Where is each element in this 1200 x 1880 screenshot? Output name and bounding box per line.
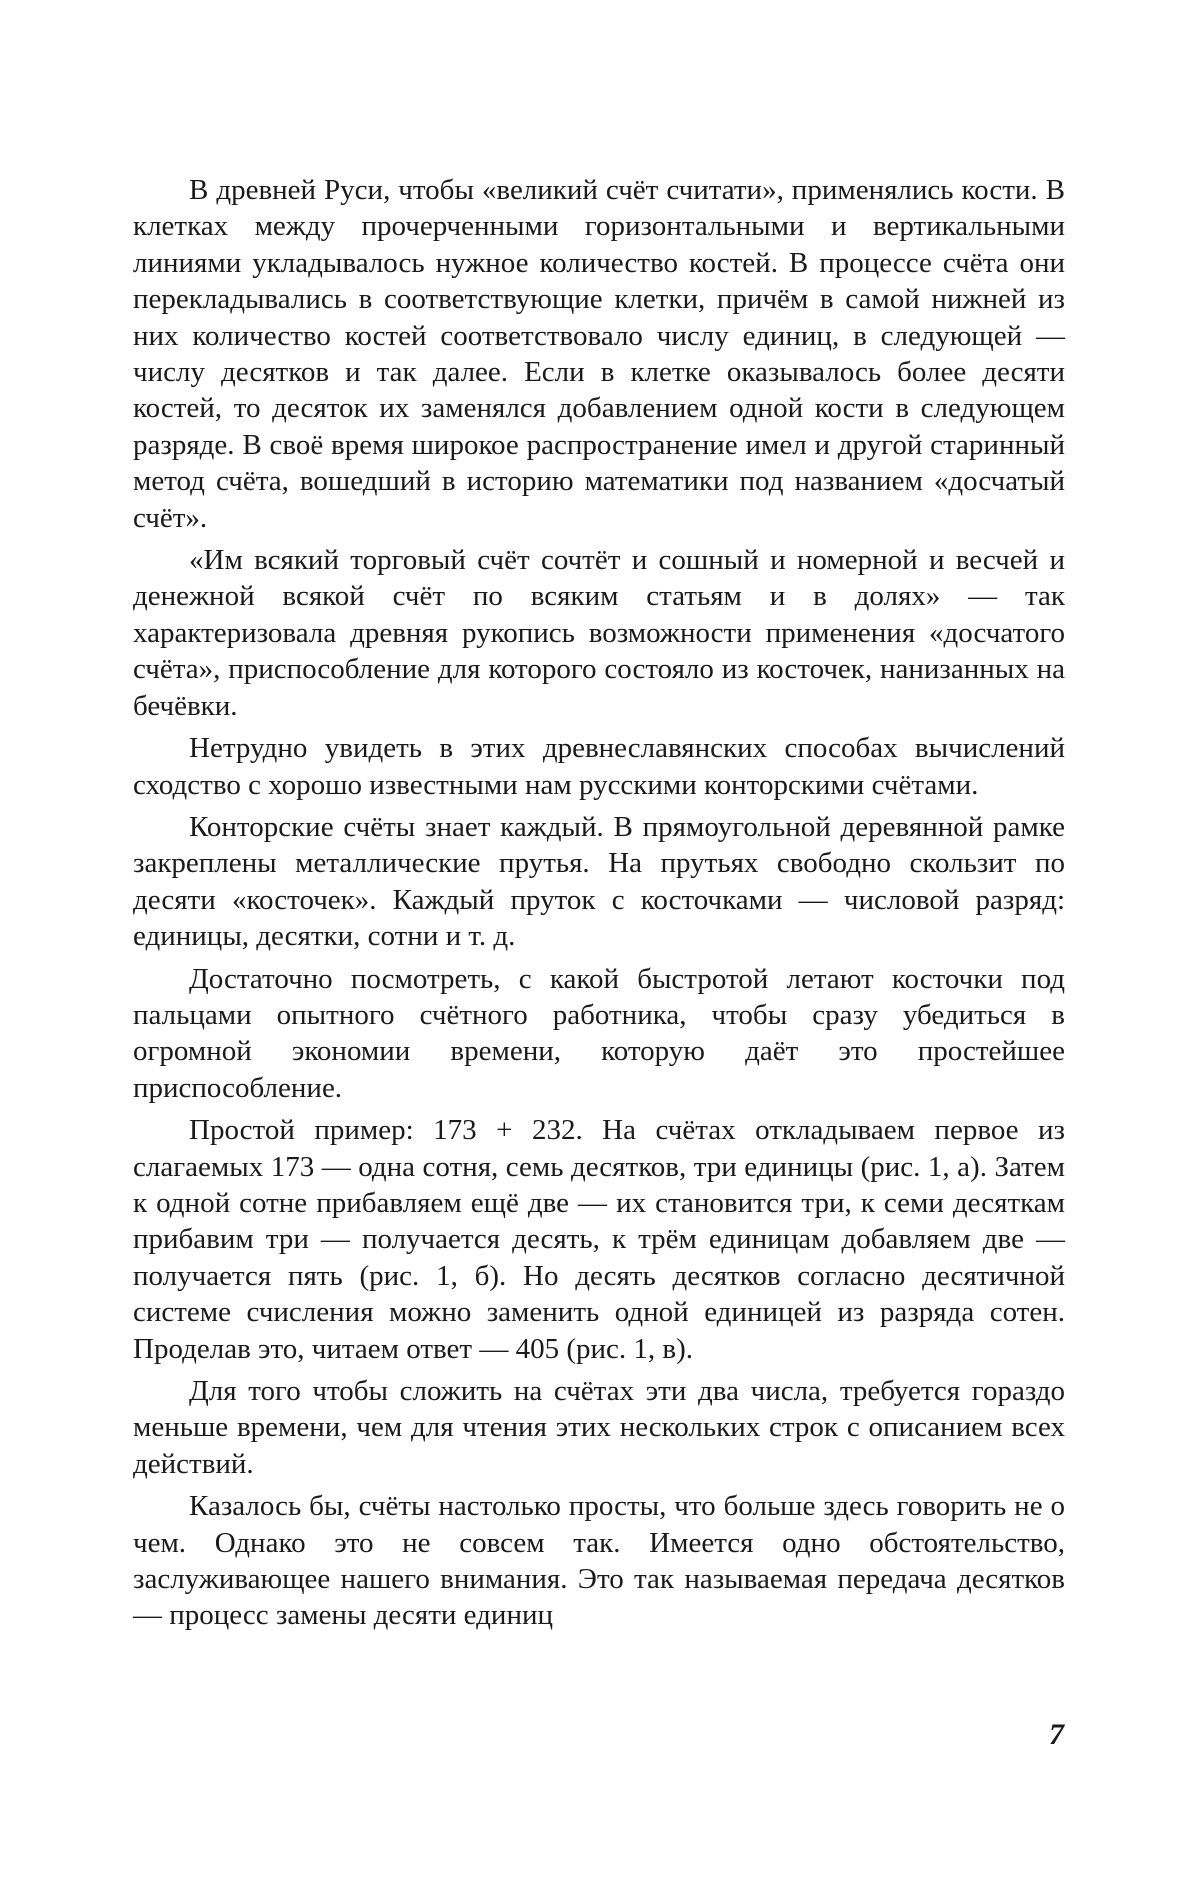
paragraph: Для того чтобы сложить на счётах эти два числа, требуется гораздо меньше времени, чем для чтения этих нескольких строк с описанием всех действий. (133, 1373, 1065, 1482)
paragraph: «Им всякий торговый счёт сочтёт и сошный и номерной и весчей и денежной всякой счёт по всяким статьям и в долях» — так характеризовала древняя рукопись возможности применения «досчатого счёта», приспособление для которого состояло из косточек, нанизанных на бечёвки. (133, 542, 1065, 724)
paragraph: Нетрудно увидеть в этих древнеславянских способах вычислений сходство с хорошо известными нам русскими конторскими счётами. (133, 730, 1065, 803)
paragraph: Конторские счёты знает каждый. В прямоугольной деревянной рамке закреплены металлические прутья. На прутьях свободно скользит по десяти «косточек». Каждый пруток с косточками — числовой разряд: единицы, десятки, сотни и т. д. (133, 809, 1065, 955)
paragraph: Простой пример: 173 + 232. На счётах откладываем первое из слагаемых 173 — одна сотня, семь десятков, три единицы (рис. 1, а). Затем к одной сотне прибавляем ещё две — их становится три, к семи десяткам прибавим три — получается десять, к трём единицам добавляем две — получается пять (рис. 1, б). Но десять десятков согласно десятичной системе счисления можно заменить одной единицей из разряда сотен. Проделав это, читаем ответ — 405 (рис. 1, в). (133, 1112, 1065, 1367)
page-number: 7 (1049, 1718, 1064, 1752)
paragraph: Достаточно посмотреть, с какой быстротой летают косточки под пальцами опытного счётного работника, чтобы сразу убедиться в огромной экономии времени, которую даёт это простейшее приспособление. (133, 961, 1065, 1107)
paragraph: В древней Руси, чтобы «великий счёт считати», применялись кости. В клетках между прочерченными горизонтальными и вертикальными линиями укладывалось нужное количество костей. В процессе счёта они перекладывались в соответствующие клетки, причём в самой нижней из них количество костей соответствовало числу единиц, в следующей — числу десятков и так далее. Если в клетке оказывалось более десяти костей, то десяток их заменялся добавлением одной кости в следующем разряде. В своё время широкое распространение имел и другой старинный метод счёта, вошедший в историю математики под названием «досчатый счёт». (133, 172, 1065, 536)
body-text (133, 172, 1065, 1640)
paragraph: Казалось бы, счёты настолько просты, что больше здесь говорить не о чем. Однако это не совсем так. Имеется одно обстоятельство, заслуживающее нашего внимания. Это так называемая передача десятков — процесс замены десяти единиц (133, 1488, 1065, 1634)
book-page (0, 0, 1200, 1880)
